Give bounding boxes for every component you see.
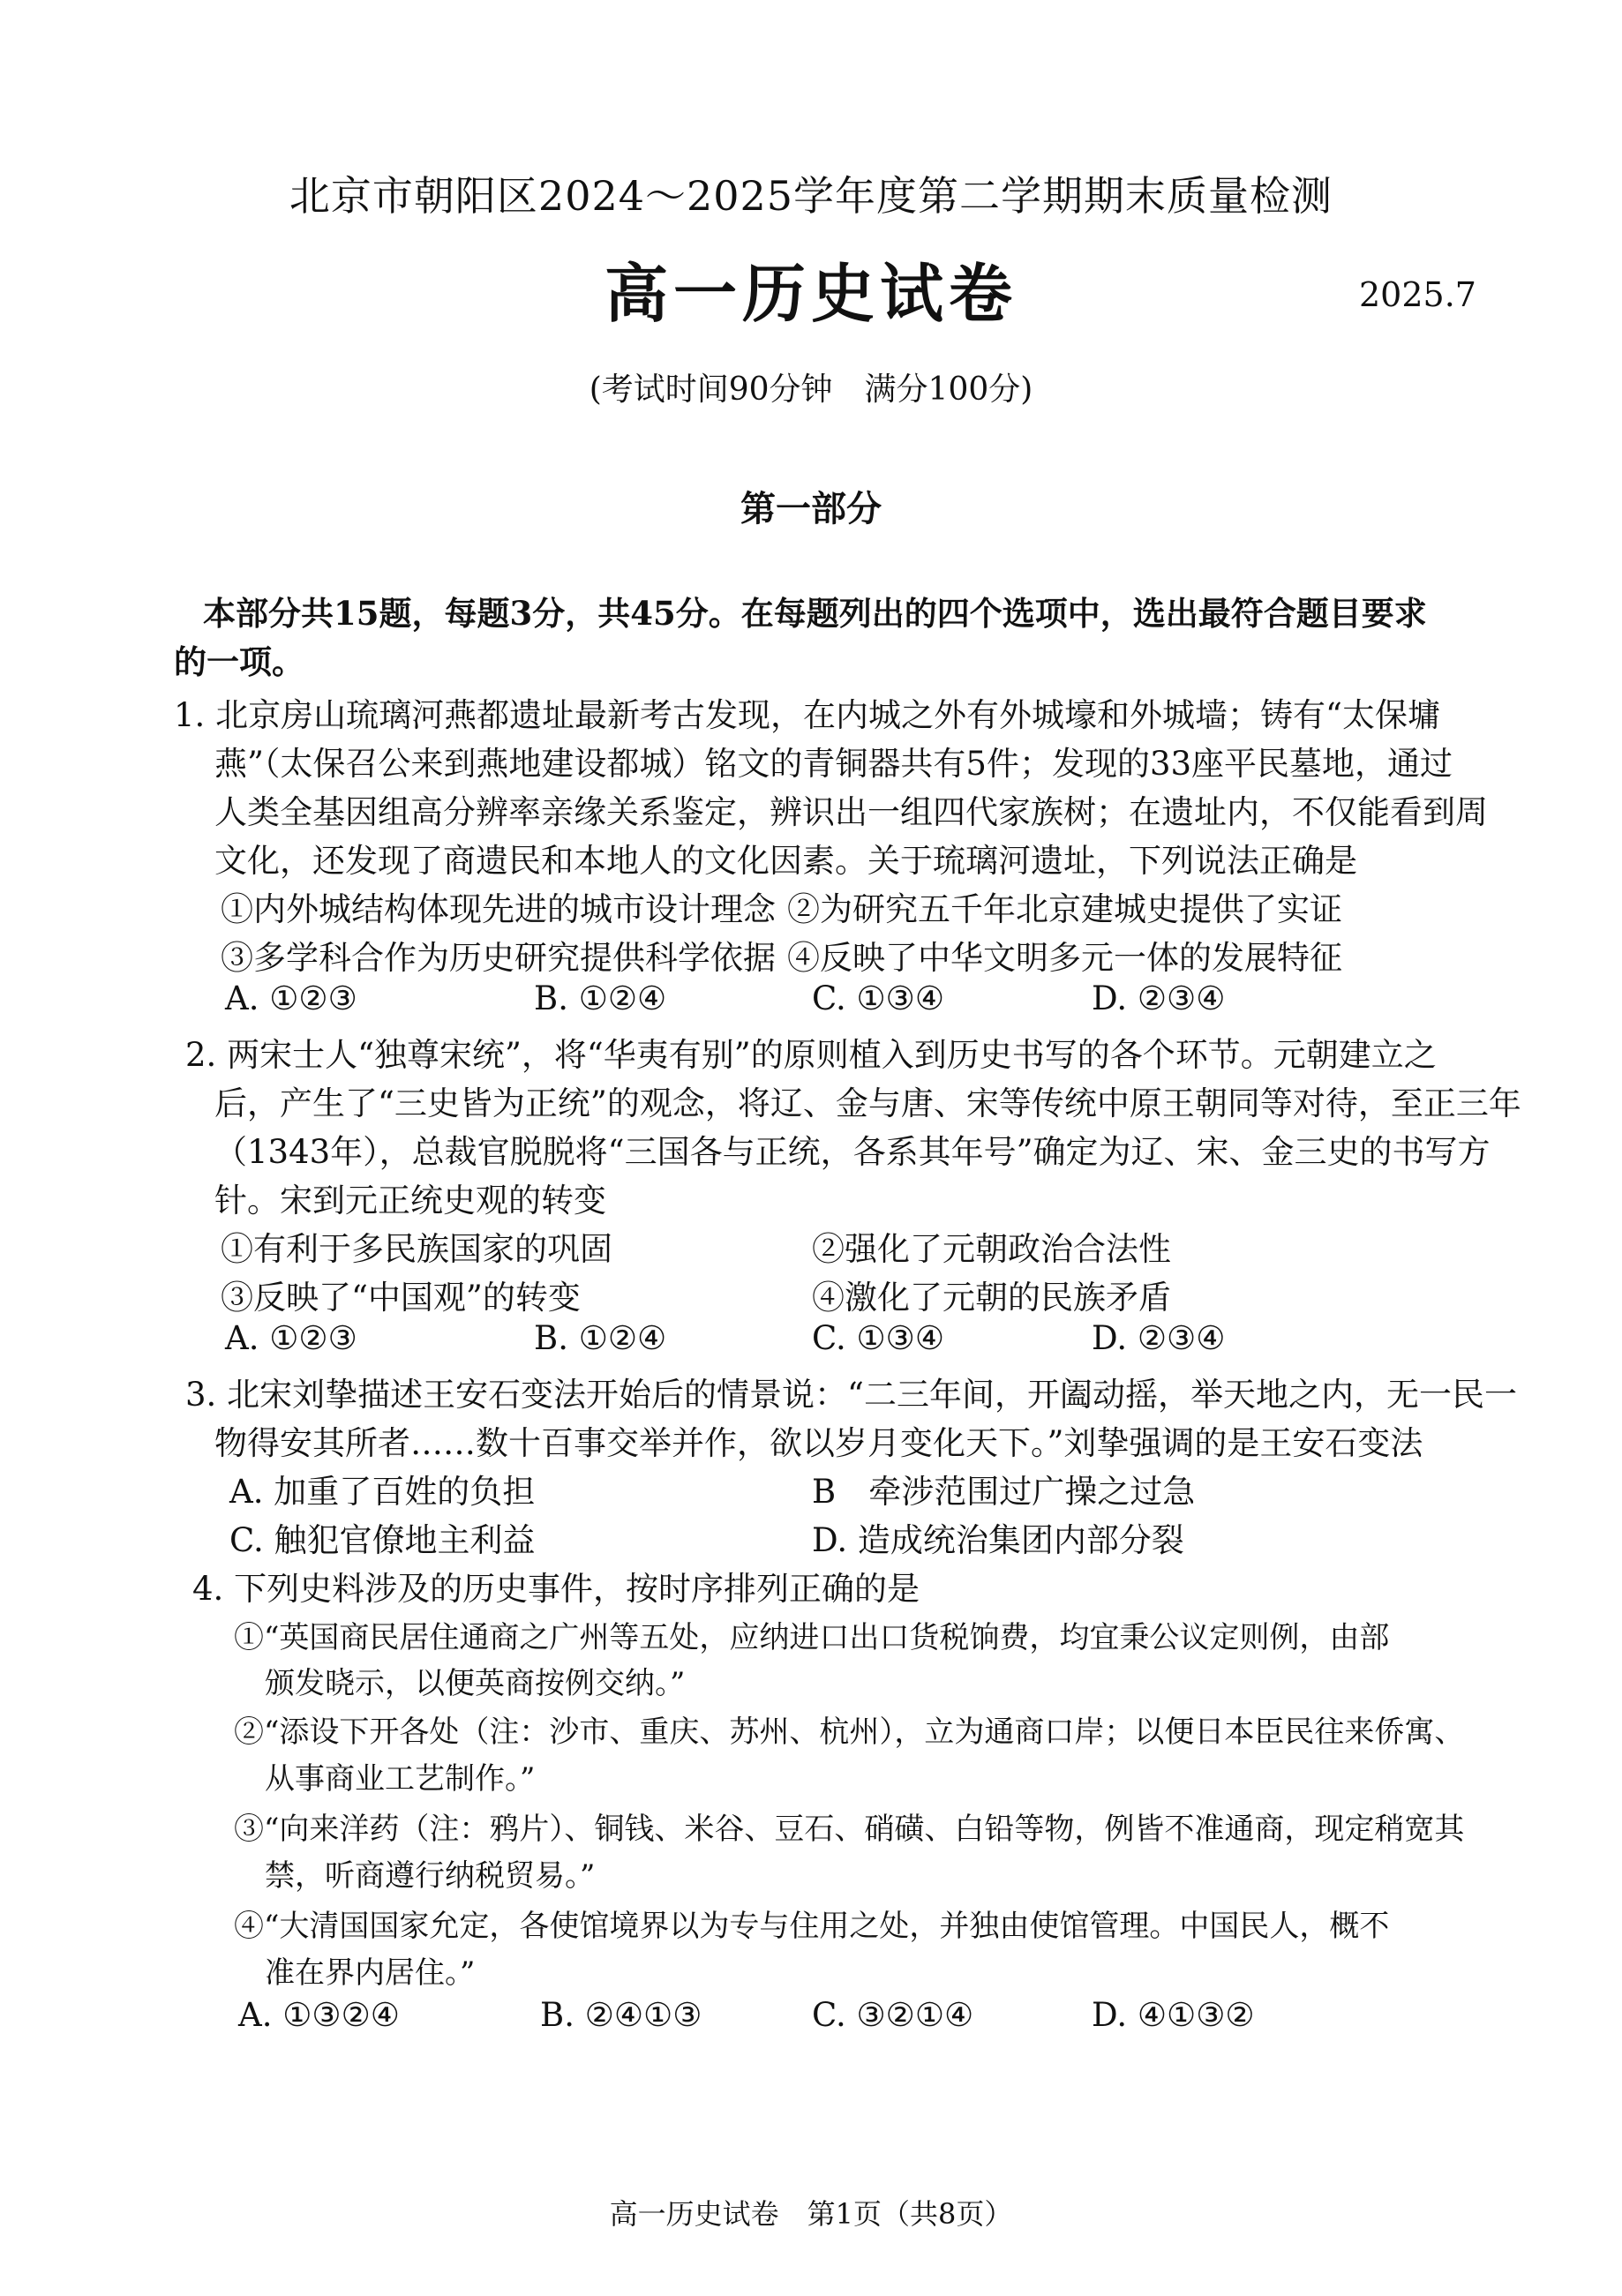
question-1-line-4: 文化，还发现了商遗民和本地人的文化因素。关于琉璃河遗址，下列说法正确是 bbox=[214, 842, 1357, 880]
question-2-statement-1: ①有利于多民族国家的巩固 bbox=[221, 1230, 612, 1268]
question-2-option-a[interactable]: A. ①②③ bbox=[225, 1319, 357, 1357]
question-3-option-c[interactable]: C. 触犯官僚地主利益 bbox=[229, 1521, 536, 1559]
question-1-statement-2: ②为研究五千年北京建城史提供了实证 bbox=[787, 890, 1342, 928]
part-title: 第一部分 bbox=[740, 488, 882, 529]
question-1-line-1: 1. 北京房山琉璃河燕都遗址最新考古发现，在内城之外有外城壕和外城墙；铸有“太保墉 bbox=[174, 696, 1440, 734]
question-4-option-c[interactable]: C. ③②①④ bbox=[812, 1996, 974, 2034]
question-3-line-1: 3. 北宋刘挚描述王安石变法开始后的情景说：“二三年间，开阖动摇，举天地之内，无一民一 bbox=[185, 1376, 1517, 1414]
question-2-statement-2: ②强化了元朝政治合法性 bbox=[812, 1230, 1171, 1268]
question-2-option-b[interactable]: B. ①②④ bbox=[534, 1319, 667, 1357]
question-1-statement-1: ①内外城结构体现先进的城市设计理念 bbox=[221, 890, 776, 928]
question-4-source-2-line-2: 从事商业工艺制作。” bbox=[265, 1761, 536, 1797]
question-1-line-3: 人类全基因组高分辨率亲缘关系鉴定，辨识出一组四代家族树；在遗址内，不仅能看到周 bbox=[214, 793, 1488, 831]
question-1-line-2: 燕”（太保召公来到燕地建设都城）铭文的青铜器共有5件；发现的33座平民墓地，通过 bbox=[214, 745, 1453, 783]
question-4-source-1-line-2: 颁发晓示，以便英商按例交纳。” bbox=[265, 1666, 686, 1701]
question-1-option-a[interactable]: A. ①②③ bbox=[225, 979, 357, 1017]
question-2-line-1: 2. 两宋士人“独尊宋统”，将“华夷有别”的原则植入到历史书写的各个环节。元朝建立之 bbox=[185, 1036, 1437, 1074]
question-2-line-2: 后，产生了“三史皆为正统”的观念，将辽、金与唐、宋等传统中原王朝同等对待，至正三年 bbox=[214, 1084, 1521, 1122]
question-2-statement-3: ③反映了“中国观”的转变 bbox=[221, 1279, 581, 1317]
page-footer: 高一历史试卷 第1页（共8页） bbox=[609, 2197, 1013, 2231]
question-2-option-c[interactable]: C. ①③④ bbox=[812, 1319, 945, 1357]
question-4-source-4-line-2: 准在界内居住。” bbox=[265, 1955, 476, 1991]
question-1-option-c[interactable]: C. ①③④ bbox=[812, 979, 945, 1017]
question-4-option-d[interactable]: D. ④①③② bbox=[1092, 1996, 1255, 2034]
question-2-line-4: 针。宋到元正统史观的转变 bbox=[214, 1182, 606, 1219]
question-4-option-b[interactable]: B. ②④①③ bbox=[540, 1996, 702, 2034]
question-3-option-d[interactable]: D. 造成统治集团内部分裂 bbox=[812, 1521, 1184, 1559]
instruction-line-1: 本部分共15题，每题3分，共45分。在每题列出的四个选项中，选出最符合题目要求 bbox=[203, 594, 1427, 633]
question-1-option-d[interactable]: D. ②③④ bbox=[1092, 979, 1226, 1017]
question-2-line-3: （1343年），总裁官脱脱将“三国各与正统，各系其年号”确定为辽、宋、金三史的书写方 bbox=[214, 1133, 1491, 1171]
question-1-statement-4: ④反映了中华文明多元一体的发展特征 bbox=[787, 939, 1342, 977]
question-3-option-b[interactable]: B 牵涉范围过广操之过急 bbox=[812, 1473, 1196, 1511]
question-4-option-a[interactable]: A. ①③②④ bbox=[238, 1996, 400, 2034]
question-1-statement-3: ③多学科合作为历史研究提供科学依据 bbox=[221, 939, 776, 977]
question-4-source-3-line-1: ③“向来洋药（注：鸦片）、铜钱、米谷、豆石、硝磺、白铅等物，例皆不准通商，现定稍宽其 bbox=[234, 1812, 1465, 1847]
question-2-statement-4: ④激化了元朝的民族矛盾 bbox=[812, 1279, 1171, 1317]
question-4-source-2-line-1: ②“添设下开各处（注：沙市、重庆、苏州、杭州），立为通商口岸；以便日本臣民往来侨寓、 bbox=[234, 1714, 1465, 1750]
exam-info: (考试时间90分钟 满分100分) bbox=[589, 371, 1033, 408]
question-4-stem: 4. 下列史料涉及的历史事件，按时序排列正确的是 bbox=[192, 1570, 920, 1608]
question-3-option-a[interactable]: A. 加重了百姓的负担 bbox=[229, 1473, 536, 1511]
question-4-source-3-line-2: 禁，听商遵行纳税贸易。” bbox=[265, 1858, 596, 1894]
page-title: 高一历史试卷 bbox=[604, 256, 1018, 331]
question-4-source-1-line-1: ①“英国商民居住通商之广州等五处，应纳进口出口货税饷费，均宜秉公议定则例，由部 bbox=[234, 1620, 1390, 1655]
question-3-line-2: 物得安其所者……数十百事交举并作，欲以岁月变化天下。”刘挚强调的是王安石变法 bbox=[214, 1424, 1423, 1462]
instruction-line-2: 的一项。 bbox=[174, 642, 304, 681]
school-header: 北京市朝阳区2024～2025学年度第二学期期末质量检测 bbox=[289, 172, 1333, 220]
question-2-option-d[interactable]: D. ②③④ bbox=[1092, 1319, 1226, 1357]
question-4-source-4-line-1: ④“大清国国家允定，各使馆境界以为专与住用之处，并独由使馆管理。中国民人，概不 bbox=[234, 1909, 1390, 1944]
question-1-option-b[interactable]: B. ①②④ bbox=[534, 979, 667, 1017]
exam-date: 2025.7 bbox=[1359, 275, 1476, 314]
